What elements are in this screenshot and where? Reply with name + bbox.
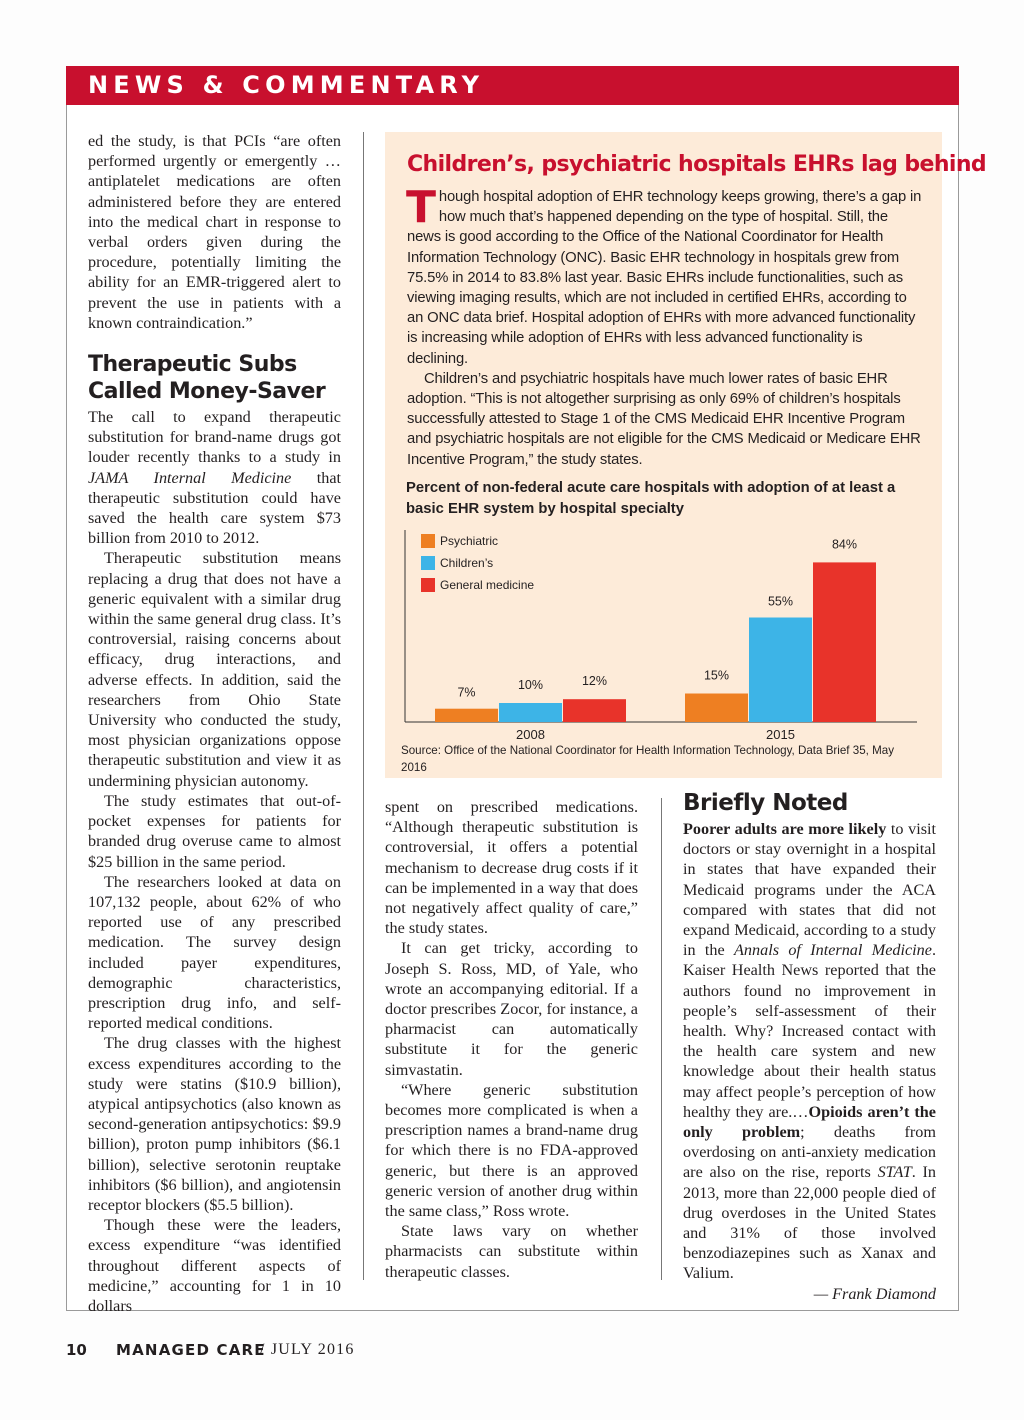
text: that therapeutic substitution could have saved the health care system $73 billion from 2010 to 2012. [88,468,341,548]
bar-children-s-2008 [499,703,562,722]
journal-name: Annals of Internal Medicine [734,941,932,960]
text: . In 2013, more than 22,000 people died of drug overdoses in the United States and 31% of those involved benzodiazepines such as Xanax and Valium. [683,1163,937,1283]
data-label: 15% [703,668,730,683]
paragraph: spent on prescribed medications. “Although therapeutic substitution is controversial, it offers a potential mechanism to decrease drug costs if it can be implemented in a way that does not negatively affect quality of care,” the study states. [385,798,638,938]
data-label: 55% [767,594,794,609]
legend-label: Psychiatric [440,534,499,548]
data-label: 84% [831,537,858,552]
paragraph: Children’s and psychiatric hospitals have much lower rates of basic EHR adoption. “This is not altogether surprising as only 69% of children’s hospitals successfully attested to Stage 1 of the CMS Medicaid EHR Incentive Program and psychiatric hospitals are not eligible for the CMS Medicaid or Medicare EHR Incentive Program,” the study states. [407,370,921,468]
bar-psychiatric-2008 [435,709,498,722]
magazine-name: MANAGED CARE [116,1341,266,1359]
sidebar-title: Children’s, psychiatric hospitals EHRs lag behind [407,152,987,177]
paragraph: It can get tricky, according to Joseph S. Ross, MD, of Yale, who wrote an accompanying editorial. If a doctor prescribes Zocor, for instance, a pharmacist can automatically substitute it for the generic simvastatin. [385,939,638,1079]
x-tick-label: 2015 [766,727,795,742]
article-heading: Therapeutic Subs Called Money-Saver [88,352,326,405]
paragraph: The study estimates that out-of-pocket expenses for patients for branded drug overuse came to almost $25 billion in the same period. [88,791,341,871]
column-divider [363,132,364,1280]
paragraph: The researchers looked at data on 107,132 people, about 62% of who reported use of any prescribed medication. The survey design included payer expenditures, demographic characteristics, prescription drug info, and self-reported medical conditions. [88,872,341,1033]
briefly-noted-heading: Briefly Noted [683,790,848,816]
text: . Kaiser Health News reported that the authors found no improvement in people’s self-assessment of their health. Why? Increased contact with the health care system and new knowledge about their health status may affect people’s perception of how healthy they are.… [683,941,936,1121]
bar-psychiatric-2015 [685,694,748,723]
section-banner [66,66,959,105]
paragraph: ed the study, is that PCIs “are often performed urgently or emergently … antiplatelet medications are often administered before they are entered into the medical chart in response to verbal orders given during the procedure, potentially limiting the ability for an EMR-triggered alert to prevent the use in patients with a known contraindication.” [88,132,341,332]
chart-source: Source: Office of the National Coordinator for Health Information Technology, Data Brief 35, May 2016 [401,744,894,774]
paragraph [88,407,341,548]
data-label: 7% [457,685,476,700]
paragraph: “Where generic substitution becomes more complicated is when a prescription names a brand-name drug for which there is no FDA-approved generic, but there is an approved generic version of another drug within the same class,” Ross wrote. [385,1080,638,1221]
legend-swatch [421,556,435,570]
paragraph [406,182,925,369]
lead-in: Opioids aren’t the only problem [683,1102,936,1142]
sidebar-box [385,132,987,778]
x-tick-label: 2008 [516,727,545,742]
data-label: 10% [517,678,544,692]
journal-name: JAMA Internal Medicine [88,468,292,487]
bar-general-medicine-2008 [563,699,626,722]
paragraph: Therapeutic substitution means replacing a drug that does not have a generic equivalent with a similar drug within the same general drug class. It’s controversial, raising concerns about efficacy, drug interactions, and adverse effects. In addition, said the researchers from Ohio State University who conducted the study, most physician organizations oppose therapeutic substitution and view it as undermining physician autonomy. [88,549,341,790]
lead-in: Poorer adults are more likely [683,820,887,838]
bar-chart [385,522,942,742]
legend-label: Children’s [440,556,494,570]
bar-general-medicine-2015 [813,562,876,722]
issue-date: / JULY 2016 [260,1341,355,1358]
page-number: 10 [66,1341,87,1359]
left-column [88,131,341,1316]
legend-label: General medicine [440,578,535,592]
column-divider [661,798,662,1280]
text: The call to expand therapeutic substitution for brand-name drugs got louder recently thanks to a study in [88,408,341,467]
author-signature: — Frank Diamond [813,1284,936,1303]
text: to visit doctors or stay overnight in a hospital in states that have expanded their Medicaid programs under the ACA compared with states that did not expand Medicaid, according to a study in the [683,820,936,960]
legend-swatch [421,578,435,592]
drop-cap: T [406,182,436,233]
text: ; deaths from overdosing on anti-anxiety medication are also on the rise, reports [683,1123,936,1182]
bar-children-s-2015 [749,618,812,723]
middle-column [385,797,638,1282]
section-title: NEWS & COMMENTARY [88,71,485,99]
legend-swatch [421,534,435,548]
publication-name: STAT [877,1163,912,1182]
paragraph: Though these were the leaders, excess expenditure “was identified throughout different aspects of medicine,” accounting for 1 in 10 dollars [88,1216,341,1315]
right-column [683,789,936,1304]
chart-title: Percent of non-federal acute care hospitals with adoption of at least a basic EHR system by hospital specialty [406,480,896,517]
data-label: 12% [581,674,608,689]
sidebar-body [406,182,925,470]
paragraph: State laws vary on whether pharmacists can substitute within therapeutic classes. [385,1222,638,1281]
paragraph: The drug classes with the highest excess expenditures according to the study were statins ($10.9 billion), atypical antipsychotics (also known as second-generation antipsychotics: $9.9 billion), proton pump inhibitors ($6.1 billion), selective serotonin reuptake inhibitors ($6 billion), and angiotensin receptor blockers ($5.5 billion). [88,1034,341,1214]
text: hough hospital adoption of EHR technology keeps growing, there’s a gap in how much that’s happened depending on the type of hospital. Still, the news is good according to the Office of the National Coordinator for Health Information Technology (ONC). Basic EHR technology in hospitals grew from 75.5% in 2014 to 83.8% last year. Basic EHRs include functionalities, such as viewing imaging results, which are not included in certified EHRs, according to an ONC data brief. Hospital adoption of EHRs with more advanced functionality is increasing while adoption of EHRs with less advanced functionality is declining. [407,189,922,367]
paragraph [683,819,936,1284]
